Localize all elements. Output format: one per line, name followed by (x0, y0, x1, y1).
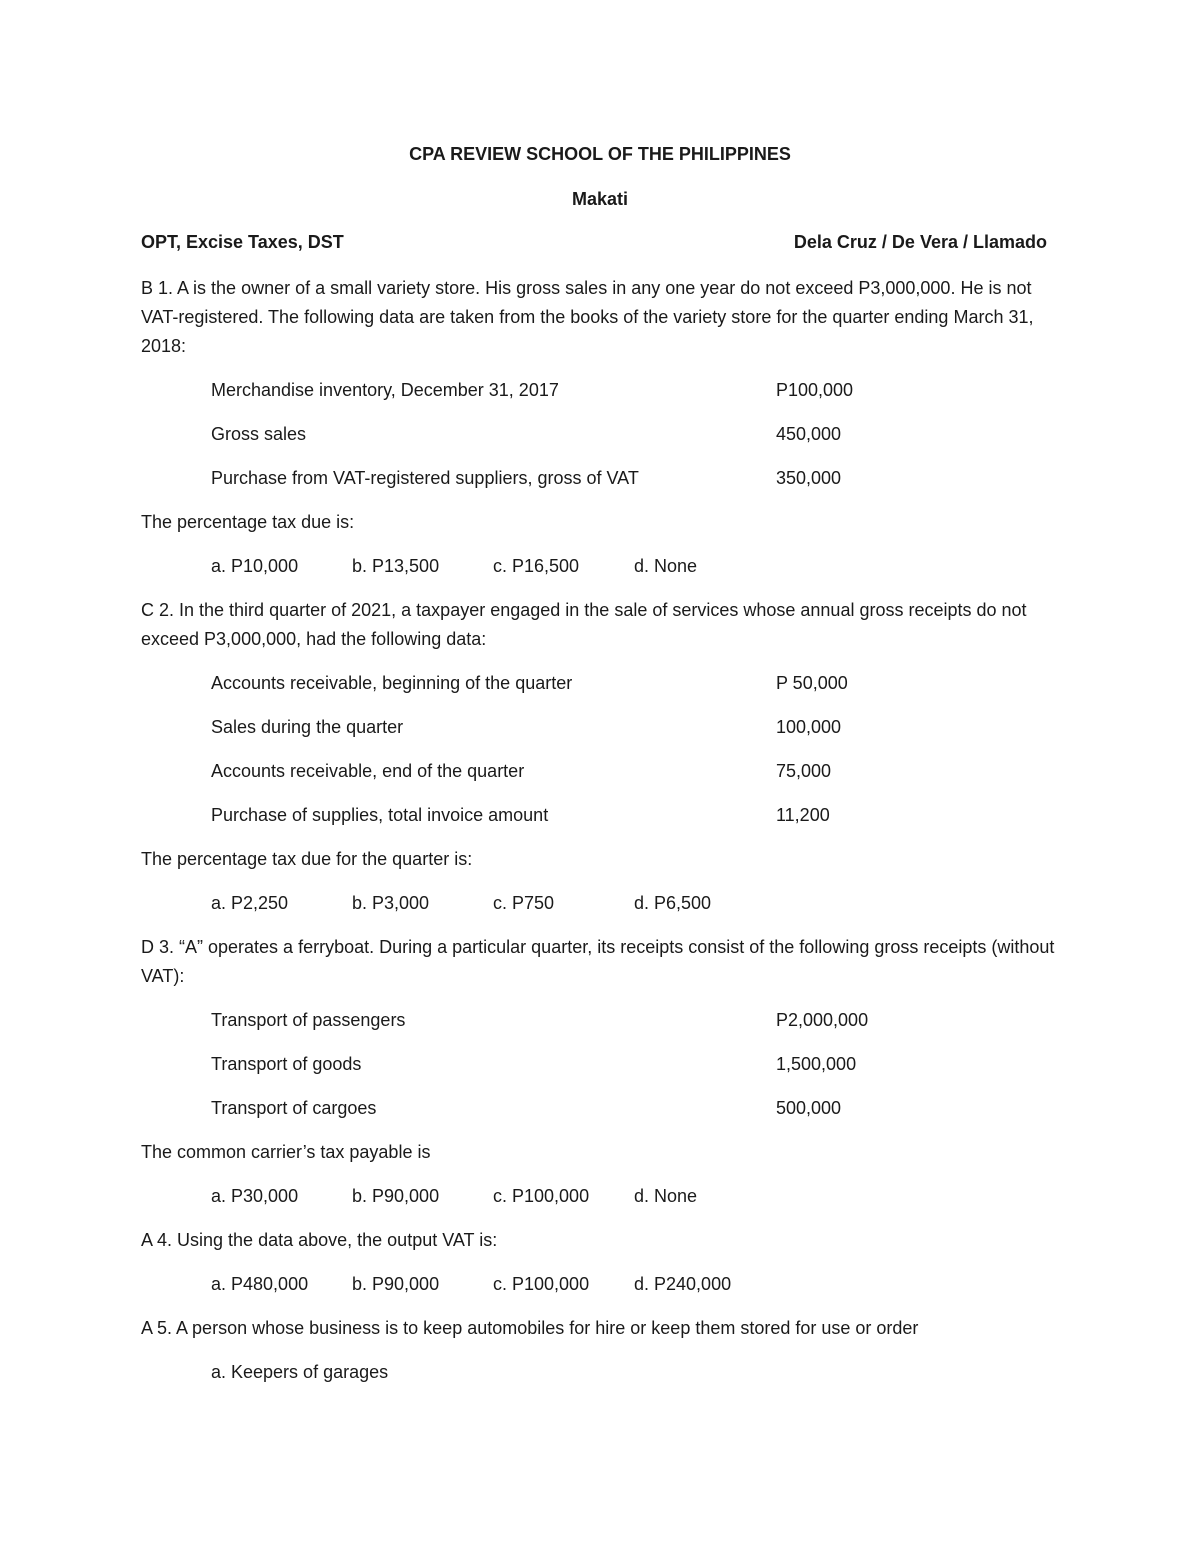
choice-b: b. P90,000 (352, 1186, 440, 1206)
row-label: Sales during the quarter (211, 717, 404, 737)
question-2-row (211, 801, 1061, 830)
campus-name: Makati (571, 189, 629, 209)
choice-a: a. Keepers of garages (211, 1362, 389, 1382)
choice-b: b. P3,000 (352, 893, 430, 913)
row-label: Purchase of supplies, total invoice amount (211, 805, 549, 825)
choice-c: c. P750 (493, 893, 555, 913)
row-value: 450,000 (776, 424, 842, 444)
question-1-prompt: The percentage tax due is: (141, 512, 355, 532)
choice-a: a. P30,000 (211, 1186, 299, 1206)
choice-c: c. P100,000 (493, 1274, 590, 1294)
choice-c: c. P100,000 (493, 1186, 590, 1206)
row-label: Accounts receivable, beginning of the quarter (211, 673, 573, 693)
row-value: 100,000 (776, 717, 842, 737)
topic-row (141, 228, 1047, 257)
choice-d: d. None (634, 556, 698, 576)
question-2-text: C 2. In the third quarter of 2021, a taxpayer engaged in the sale of services whose annual gross receipts do not exceed P3,000,000, had the following data: (141, 600, 1027, 649)
question-5-choices (211, 1358, 1061, 1387)
question-2-row (211, 757, 1061, 786)
choice-b: b. P13,500 (352, 556, 440, 576)
row-value: 1,500,000 (776, 1054, 857, 1074)
row-value: P2,000,000 (776, 1010, 869, 1030)
question-3-row (211, 1050, 1061, 1079)
choice-b: b. P90,000 (352, 1274, 440, 1294)
row-value: 11,200 (776, 805, 830, 825)
authors: Dela Cruz / De Vera / Llamado (793, 232, 1047, 252)
question-3-row (211, 1006, 1061, 1035)
row-value: 500,000 (776, 1098, 842, 1118)
choice-d: d. None (634, 1186, 698, 1206)
topic-title: OPT, Excise Taxes, DST (141, 232, 344, 252)
question-1-row (211, 420, 1061, 449)
choice-d: d. P240,000 (634, 1274, 732, 1294)
question-1-row (211, 464, 1061, 493)
questions (141, 274, 1061, 1402)
row-value: 350,000 (776, 468, 842, 488)
choice-d: d. P6,500 (634, 893, 712, 913)
question-2-choices (211, 889, 1061, 918)
row-value: 75,000 (776, 761, 832, 781)
row-label: Transport of passengers (211, 1010, 406, 1030)
row-label: Transport of goods (211, 1054, 362, 1074)
question-5-text: A 5. A person whose business is to keep automobiles for hire or keep them stored for use or order (141, 1318, 919, 1338)
row-label: Merchandise inventory, December 31, 2017 (211, 380, 559, 400)
question-2-row (211, 713, 1061, 742)
row-label: Gross sales (211, 424, 307, 444)
question-3-choices (211, 1182, 1061, 1211)
question-1-choices (211, 552, 1061, 581)
row-value: P 50,000 (776, 673, 848, 693)
row-value: P100,000 (776, 380, 854, 400)
choice-a: a. P10,000 (211, 556, 299, 576)
question-3-prompt: The common carrier’s tax payable is (141, 1142, 431, 1162)
choice-c: c. P16,500 (493, 556, 580, 576)
question-1-text: B 1. A is the owner of a small variety store. His gross sales in any one year do not exceed P3,000,000. He is not VAT-registered. The following data are taken from the books of the variety store for the quarter ending March 31, 2018: (141, 278, 1034, 356)
question-2-prompt: The percentage tax due for the quarter is: (141, 849, 473, 869)
row-label: Transport of cargoes (211, 1098, 377, 1118)
question-4-choices (211, 1270, 1061, 1299)
question-4-text: A 4. Using the data above, the output VAT is: (141, 1230, 498, 1250)
row-label: Accounts receivable, end of the quarter (211, 761, 525, 781)
question-2-row (211, 669, 1061, 698)
row-label: Purchase from VAT-registered suppliers, gross of VAT (211, 468, 639, 488)
school-title: CPA REVIEW SCHOOL OF THE PHILIPPINES (409, 144, 791, 164)
question-1-row (211, 376, 1061, 405)
choice-a: a. P2,250 (211, 893, 289, 913)
choice-a: a. P480,000 (211, 1274, 309, 1294)
question-3-row (211, 1094, 1061, 1123)
question-3-text: D 3. “A” operates a ferryboat. During a particular quarter, its receipts consist of the following gross receipts (without VAT): (141, 937, 1055, 986)
